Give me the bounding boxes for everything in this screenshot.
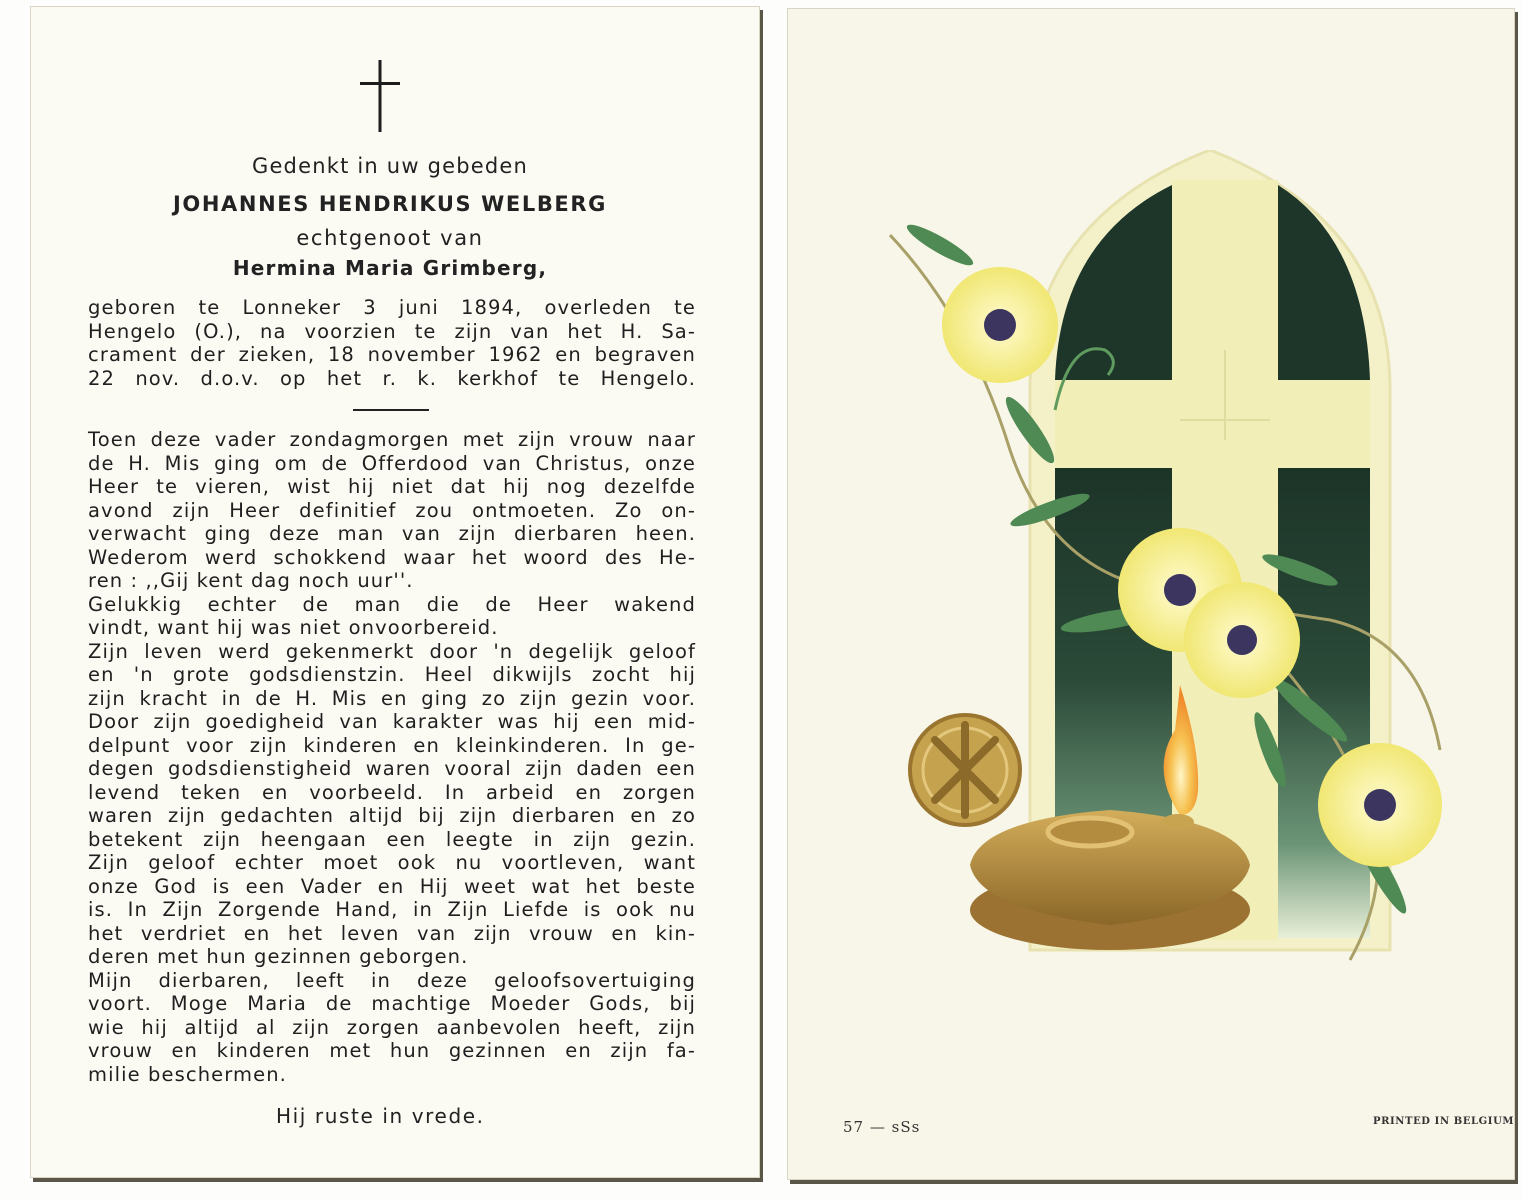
- memorial-line: vrouw en kinderen met hun gezinnen en zijn fa-: [88, 1039, 696, 1062]
- flower-icon: [1318, 743, 1442, 867]
- memorial-line: waren zijn gedachten altijd bij zijn dierbaren en zo: [88, 804, 696, 827]
- memorial-line: de H. Mis ging om de Offerdood van Christus, onze: [88, 451, 696, 475]
- flower-icon: [1184, 582, 1300, 698]
- deceased-name: JOHANNES HENDRIKUS WELBERG: [173, 192, 607, 216]
- memorial-line: Zijn geloof echter moet ook nu voortleven, want: [88, 851, 696, 874]
- closing-blessing: Hij ruste in vrede.: [276, 1104, 485, 1128]
- memorial-line: Zijn leven werd gekenmerkt door 'n degelijk geloof: [88, 639, 696, 663]
- memorial-line: ren : ,,Gij kent dag noch uur''.: [88, 569, 414, 592]
- memorial-line: deren met hun gezinnen geborgen.: [88, 945, 469, 968]
- memorial-line: voort. Moge Maria de machtige Moeder Gods, bij: [88, 992, 696, 1015]
- memorial-line: onze God is een Vader en Hij weet wat het beste: [88, 874, 696, 898]
- memorial-line: avond zijn Heer definitief zou ontmoeten. Zo on-: [88, 498, 696, 522]
- cross-icon: [360, 60, 400, 132]
- spouse-relation: echtgenoot van: [296, 226, 484, 250]
- memorial-line: en 'n grote godsdienstzin. Heel dikwijls zocht hij: [88, 663, 696, 686]
- memorial-line: vindt, want hij was niet onvoorbereid.: [88, 616, 499, 639]
- cross-horizontal: [1055, 380, 1370, 468]
- memorial-line: zijn kracht in de H. Mis en ging zo zijn gezin voor.: [88, 686, 696, 710]
- memorial-line: wie hij altijd al zijn zorgen aanbevolen heeft, zijn: [88, 1015, 696, 1039]
- memorial-line: Door zijn goedigheid van karakter was hij een mid-: [88, 710, 696, 733]
- biography-paragraph: [88, 296, 696, 390]
- bio-line: geboren te Lonneker 3 juni 1894, overleden te: [88, 296, 696, 319]
- memorial-line: levend teken en voorbeeld. In arbeid en zorgen: [88, 780, 696, 804]
- memorial-line: Mijn dierbaren, leeft in deze geloofsovertuiging: [88, 968, 696, 992]
- cross-window-lamp-illustration: [880, 150, 1460, 1000]
- memorial-line: Toen deze vader zondagmorgen met zijn vrouw naar: [88, 428, 696, 451]
- memorial-line: delpunt voor zijn kinderen en kleinkinderen. In ge-: [88, 733, 696, 757]
- memorial-line: degen godsdienstigheid waren vooral zijn daden een: [88, 757, 696, 780]
- memorial-line: Wederom werd schokkend waar het woord des He-: [88, 545, 696, 569]
- section-divider: [353, 409, 429, 411]
- flower-icon: [942, 267, 1058, 383]
- bio-line: crament der zieken, 18 november 1962 en begraven: [88, 343, 696, 366]
- memorial-line: is. In Zijn Zorgende Hand, in Zijn Liefde is ook nu: [88, 898, 696, 921]
- memorial-line: verwacht ging deze man van zijn dierbaren heen.: [88, 522, 696, 545]
- memorial-line: het verdriet en het leven van zijn vrouw en kin-: [88, 921, 696, 945]
- memorial-line: Gelukkig echter de man die de Heer wakend: [88, 592, 696, 616]
- memorial-text: [88, 428, 696, 1086]
- spouse-name: Hermina Maria Grimberg,: [232, 256, 548, 280]
- card-code: 57 — sSs: [843, 1118, 921, 1136]
- memorial-line: betekent zijn heengaan een leegte in zijn gezin.: [88, 827, 696, 851]
- memorial-line: milie beschermen.: [88, 1062, 287, 1086]
- printer-mark: PRINTED IN BELGIUM: [1373, 1116, 1515, 1127]
- memorial-line: Heer te vieren, wist hij niet dat hij nog dezelfde: [88, 475, 696, 498]
- bio-line: 22 nov. d.o.v. op het r. k. kerkhof te Hengelo.: [88, 366, 696, 390]
- prayer-request: Gedenkt in uw gebeden: [251, 154, 529, 178]
- bio-line: Hengelo (O.), na voorzien te zijn van het H. Sa-: [88, 319, 696, 343]
